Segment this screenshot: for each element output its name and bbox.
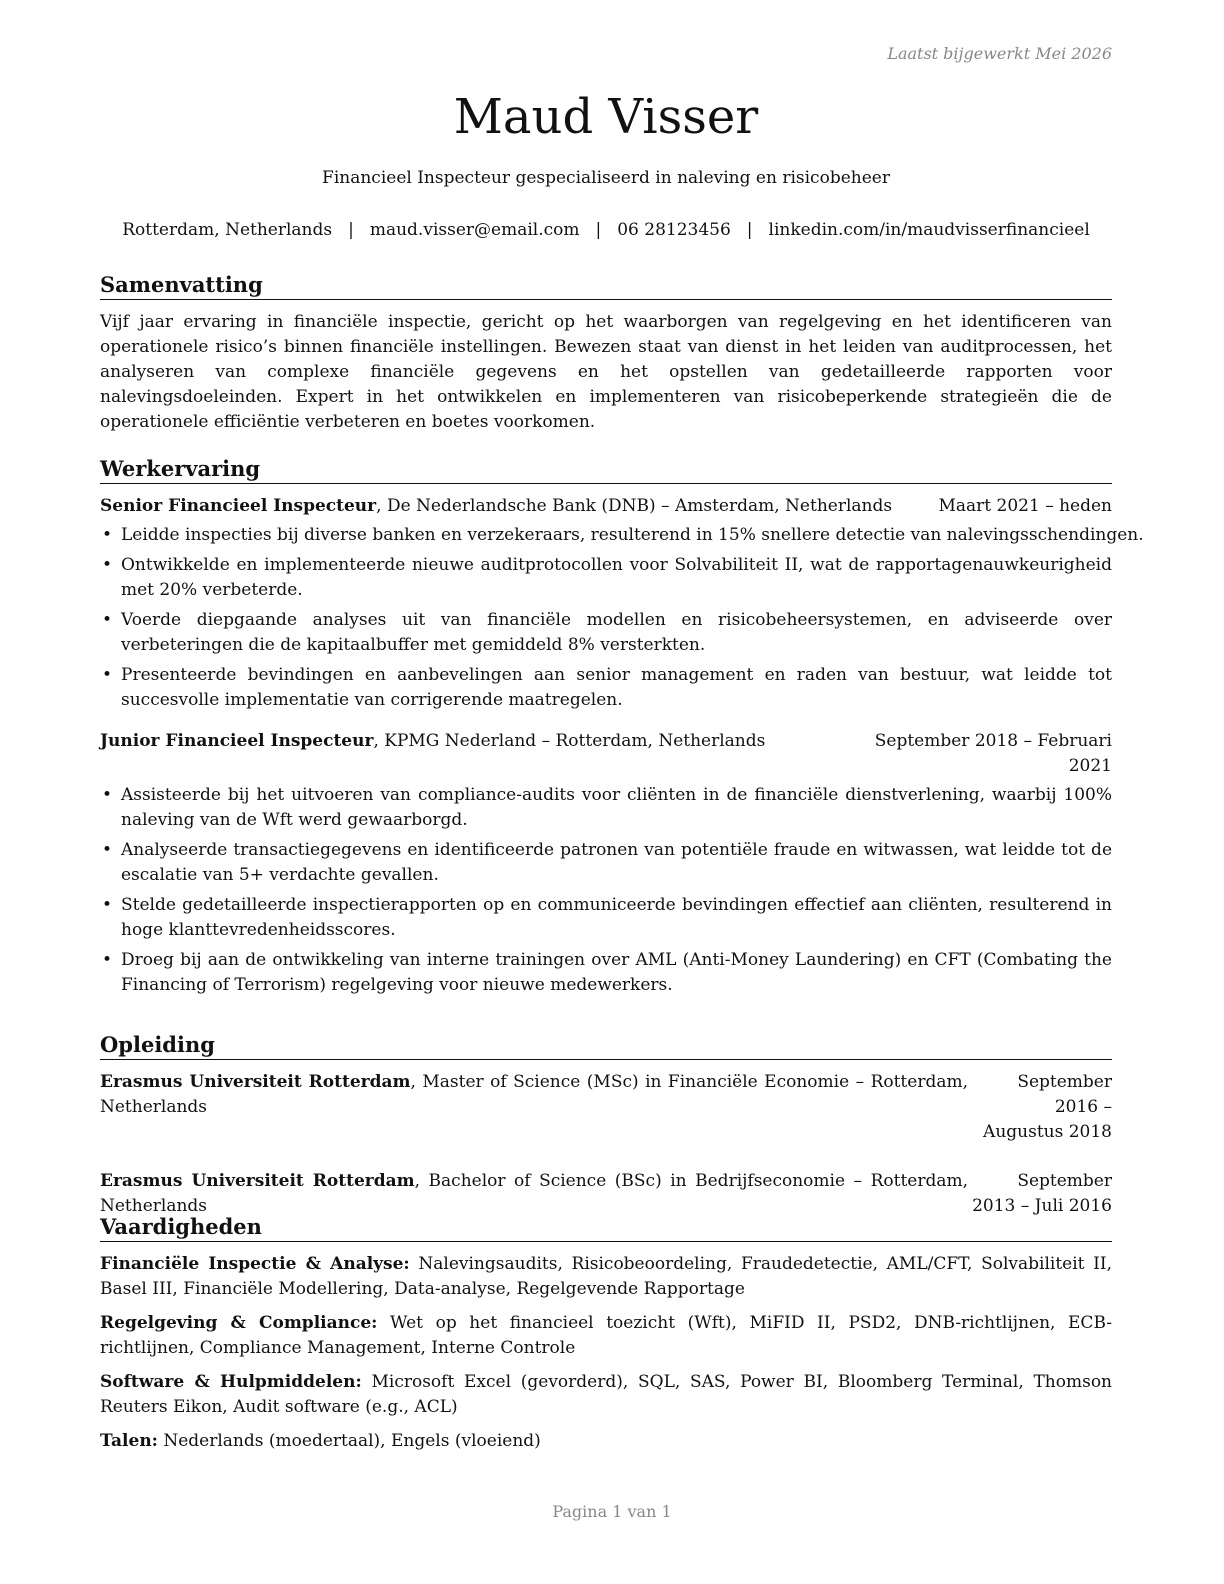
- skill-text: Wet op het financieel toezicht (Wft), MiFID II, PSD2, DNB-richtlijnen, ECB-richtlijnen, Compliance Management, Interne Controle: [100, 1313, 1112, 1358]
- list-item: • Voerde diepgaande analyses uit van financiële modellen en risicobeheersystemen, en adviseerde over verbeteringen die de kapitaalbuffer met gemiddeld 8% versterkten.: [100, 608, 1112, 658]
- job-org: , KPMG Nederland – Rotterdam, Netherlands: [373, 731, 766, 751]
- contact-email[interactable]: maud.visser@email.com: [369, 220, 580, 240]
- job-title-line: [100, 494, 892, 519]
- skill-label: Talen:: [100, 1431, 158, 1451]
- skill-text: Microsoft Excel (gevorderd), SQL, SAS, Power BI, Bloomberg Terminal, Thomson Reuters Eikon, Audit software (e.g., ACL): [100, 1372, 1113, 1417]
- education-detail: [100, 1169, 972, 1219]
- skill-label: Software & Hulpmiddelen:: [100, 1372, 362, 1392]
- list-item: • Stelde gedetailleerde inspectierapporten op en communiceerde bevindingen effectief aan cliënten, resulterend in hoge klanttevredenheidsscores.: [100, 893, 1112, 943]
- skill-group: [100, 1252, 1112, 1302]
- job-bullets: [100, 523, 1144, 713]
- section-title-skills: Vaardigheden: [100, 1214, 1112, 1242]
- skill-text: Nalevingsaudits, Risicobeoordeling, Fraudedetectie, AML/CFT, Solvabiliteit II, Basel III, Financiële Modellering, Data-analyse, Regelgevende Rapportage: [100, 1254, 1112, 1299]
- contact-separator: |: [348, 220, 354, 240]
- job-entry: [100, 494, 1144, 713]
- education-school: Erasmus Universiteit Rotterdam: [100, 1171, 415, 1191]
- contact-line: [80, 220, 1132, 240]
- education-entry: [100, 1169, 1112, 1219]
- education-dates: September 2016 – Augustus 2018: [983, 1072, 1112, 1142]
- experience-section: [100, 456, 1144, 1003]
- education-detail: [100, 1070, 972, 1145]
- list-item: • Analyseerde transactiegegevens en identificeerde patronen van potentiële fraude en witwassen, wat leidde tot de escalatie van 5+ verdachte gevallen.: [100, 838, 1112, 888]
- education-degree: , Bachelor of Science (BSc) in Bedrijfseconomie – Rotterdam, Netherlands: [100, 1171, 969, 1216]
- contact-separator: |: [595, 220, 602, 240]
- job-header: [100, 494, 1112, 519]
- list-item: • Ontwikkelde en implementeerde nieuwe auditprotocollen voor Solvabiliteit II, wat de rapportagenauwkeurigheid met 20% verbeterde.: [100, 553, 1112, 603]
- contact-phone: 06 28123456: [617, 220, 731, 240]
- contact-linkedin[interactable]: linkedin.com/in/maudvisserfinancieel: [768, 220, 1090, 240]
- skills-section: [100, 1214, 1112, 1463]
- job-header: [100, 729, 1112, 779]
- last-updated: Laatst bijgewerkt Mei 2026: [887, 44, 1112, 63]
- skill-label: Financiële Inspectie & Analyse:: [100, 1254, 410, 1274]
- page-number: Pagina 1 van 1: [552, 1502, 672, 1521]
- section-title-summary: Samenvatting: [100, 272, 1112, 300]
- education-school: Erasmus Universiteit Rotterdam: [100, 1072, 411, 1092]
- education-entry: [100, 1070, 1112, 1145]
- list-item: • Leidde inspecties bij diverse banken en verzekeraars, resulterend in 15% snellere detectie van nalevingsschendingen.: [100, 523, 1112, 548]
- job-entry: [100, 729, 1112, 998]
- section-title-experience: Werkervaring: [100, 456, 1112, 484]
- list-item: • Presenteerde bevindingen en aanbevelingen aan senior management en raden van bestuur, wat leidde tot succesvolle implementatie van corrigerende maatregelen.: [100, 663, 1112, 713]
- skill-text: Nederlands (moedertaal), Engels (vloeiend): [157, 1431, 541, 1451]
- job-role: Junior Financieel Inspecteur: [100, 731, 374, 751]
- summary-section: [100, 272, 1112, 435]
- skill-group: [100, 1429, 1112, 1454]
- job-org: , De Nederlandsche Bank (DNB) – Amsterdam, Netherlands: [376, 496, 893, 516]
- summary-text: Vijf jaar ervaring in financiële inspectie, gericht op het waarborgen van regelgeving en het identificeren van operationele risico’s binnen financiële instellingen. Bewezen staat van dienst in het leiden van auditprocessen, het analyseren van complexe financiële gegevens en het opstellen van gedetailleerde rapporten voor nalevingsdoeleinden. Expert in het ontwikkelen en implementeren van risicobeperkende strategieën die de operationele efficiëntie verbeteren en boetes voorkomen.: [100, 312, 1112, 432]
- list-item: • Assisteerde bij het uitvoeren van compliance-audits voor cliënten in de financiële dienstverlening, waarbij 100% naleving van de Wft werd gewaarborgd.: [100, 783, 1112, 833]
- list-item: • Droeg bij aan de ontwikkeling van interne trainingen over AML (Anti-Money Laundering) en CFT (Combating the Financing of Terrorism) regelgeving voor nieuwe medewerkers.: [100, 948, 1112, 998]
- job-title-line: [100, 729, 765, 754]
- education-section: [100, 1032, 1112, 1243]
- job-role: Senior Financieel Inspecteur: [100, 496, 377, 516]
- job-dates: Maart 2021 – heden: [938, 496, 1112, 516]
- job-dates: September 2018 – Februari 2021: [874, 731, 1112, 776]
- skill-group: [100, 1370, 1112, 1420]
- contact-location: Rotterdam, Netherlands: [122, 220, 333, 240]
- skill-group: [100, 1311, 1112, 1361]
- skill-label: Regelgeving & Compliance:: [100, 1313, 378, 1333]
- education-degree: , Master of Science (MSc) in Financiële Economie – Rotterdam, Netherlands: [100, 1072, 968, 1117]
- contact-separator: |: [746, 220, 753, 240]
- section-title-education: Opleiding: [100, 1032, 1112, 1060]
- job-bullets: [100, 783, 1112, 998]
- headline: Financieel Inspecteur gespecialiseerd in naleving en risicobeheer: [322, 168, 890, 188]
- person-name: Maud Visser: [453, 89, 759, 145]
- education-dates: September 2013 – Juli 2016: [972, 1171, 1112, 1216]
